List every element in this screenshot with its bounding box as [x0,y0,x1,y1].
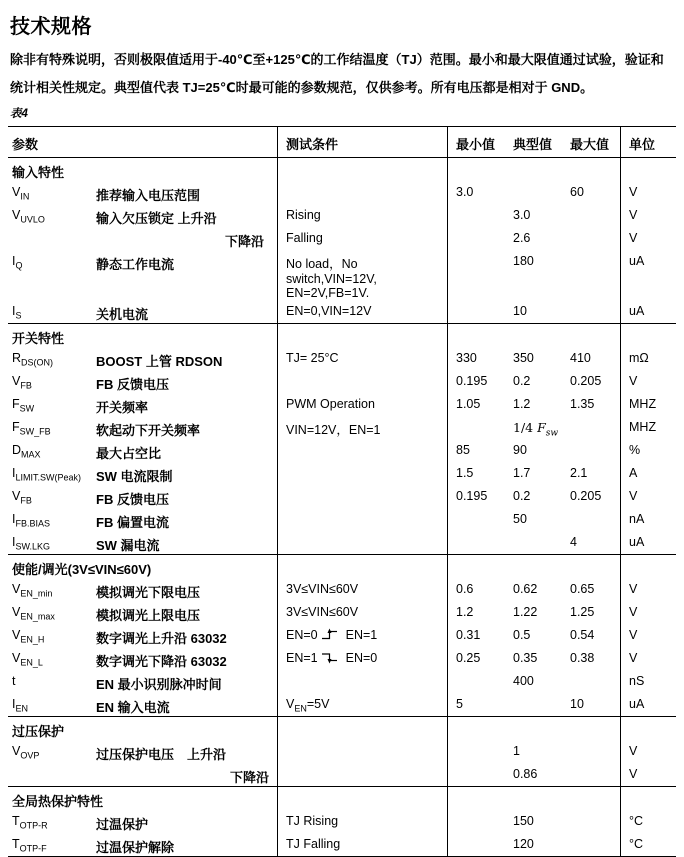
intro-text: 除非有特殊说明，否则极限值适用于-40℃至+125℃的工作结温度（TJ）范围。最小和最大限值通过试验，验证和统计相关性规定。典型值代表 TJ=25℃时最可能的参数规范，仅供参考。所有电压都是相对于 GND。 [10,52,664,95]
param-symbol: $V_{EN\_L}$ [12,651,43,668]
spec-row [8,624,676,647]
cond-cell [277,439,447,462]
min-cell [447,324,505,347]
spec-row [8,578,676,601]
cond-cell: TJ Rising [277,810,447,833]
unit-cell: nA [620,508,676,531]
spec-row [8,833,676,856]
param-symbol: $I_{FB.BIAS}$ [12,512,50,529]
max-cell [562,787,620,810]
param-desc: EN 最小识别脉冲时间 [96,677,222,692]
min-cell: 0.31 [447,624,505,647]
param-desc: 下降沿 [225,234,265,249]
spec-row [8,763,676,786]
min-cell [447,555,505,578]
spec-row [8,601,676,624]
cond-cell [277,181,447,204]
typ-cell: 0.35 [513,651,538,665]
unit-cell: uA [620,250,676,300]
unit-cell [620,717,676,740]
spec-row [8,204,676,227]
param-desc: 模拟调光上限电压 [96,608,201,623]
header-cond: 测试条件 [277,127,447,157]
param-symbol [8,227,96,250]
max-cell [562,227,620,250]
cond-cell [277,555,447,578]
max-cell [562,300,620,323]
param-symbol: $V_{EN\_min}$ [12,582,53,599]
param-desc: 关机电流 [96,307,149,322]
header-unit: 单位 [620,127,676,157]
cond-cell: VIN=12V，EN=1 [277,416,447,439]
param-desc: SW 漏电流 [96,538,160,553]
param-desc: 推荐输入电压范围 [96,188,201,203]
max-cell [562,158,620,181]
param-desc: 过温保护 [96,817,149,832]
typ-cell: 120 [513,837,534,851]
param-symbol: $V_{UVLO}$ [12,208,45,225]
section-row [8,554,676,578]
param-symbol: $R_{DS(ON)}$ [12,351,54,368]
param-desc: EN 输入电流 [96,700,170,715]
param-symbol [8,763,96,786]
typ-cell [505,158,562,181]
param-symbol: $I_{EN}$ [12,697,28,714]
param-symbol: $I_Q$ [12,254,23,271]
cond-cell [277,717,447,740]
param-desc: 输入欠压锁定 上升沿 [96,211,217,226]
spec-row [8,250,676,300]
min-cell [447,833,505,856]
cond-cell [277,370,447,393]
cond-cell [277,740,447,763]
typ-cell: 2.6 [513,231,531,245]
max-cell [562,250,620,300]
unit-cell: V [620,647,676,670]
typ-cell: 1 [513,744,520,758]
param-desc: FB 反馈电压 [96,377,169,392]
cond-cell [277,158,447,181]
spec-row [8,508,676,531]
param-symbol: $V_{OVP}$ [12,744,40,761]
param-symbol: $F_{SW\_FB}$ [12,420,51,437]
section-row [8,157,676,181]
typ-cell: 0.2 [513,489,531,503]
section-row [8,786,676,810]
section-label: 使能/调光(3V≤VIN≤60V) [12,562,152,577]
param-desc: 最大占空比 [96,446,162,461]
min-cell [447,227,505,250]
spec-row [8,485,676,508]
header-param: 参数 [12,137,39,152]
min-cell [447,508,505,531]
param-desc: 软起动下开关频率 [96,423,201,438]
typ-cell [505,693,562,716]
header-typ: 典型值 [513,137,553,152]
typ-cell: 350 [513,351,534,365]
param-symbol: $I_S$ [12,304,22,321]
section-label: 开关特性 [12,331,65,346]
typ-cell: 150 [513,814,534,828]
table-label: 表4 [10,108,28,120]
cond-cell [277,763,447,786]
unit-cell: V [620,227,676,250]
spec-row [8,227,676,250]
min-cell [447,670,505,693]
typ-cell: 90 [513,443,527,457]
min-cell [447,531,505,554]
unit-cell: nS [620,670,676,693]
spec-row [8,416,676,439]
typ-cell: 0.62 [513,582,538,596]
max-cell [562,763,620,786]
unit-cell: uA [620,693,676,716]
typ-cell: 1/4 $F_{sw}$ [513,420,559,439]
section-row [8,323,676,347]
cond-cell: TJ Falling [277,833,447,856]
page-title: 技术规格 [10,16,92,38]
max-cell: 0.38 [570,651,595,665]
min-cell: 0.195 [447,370,505,393]
unit-cell: V [620,181,676,204]
min-cell [447,416,505,439]
param-symbol: $T_{OTP-R}$ [12,814,48,831]
header-max: 最大值 [570,137,610,152]
typ-cell: 400 [513,674,534,688]
param-symbol: $F_{SW}$ [12,397,35,414]
min-cell: 5 [447,693,505,716]
typ-cell [505,717,562,740]
typ-cell [505,787,562,810]
cond-cell: $V_{EN}=5V$ [277,693,447,716]
spec-row [8,810,676,833]
typ-cell [505,324,562,347]
param-symbol: $V_{FB}$ [12,489,32,506]
unit-cell: mΩ [620,347,676,370]
unit-cell: V [620,204,676,227]
unit-cell [620,158,676,181]
min-cell: 330 [447,347,505,370]
spec-row [8,462,676,485]
param-desc: 过温保护解除 [96,840,175,855]
cond-cell [277,670,447,693]
spec-row [8,393,676,416]
min-cell: 1.05 [447,393,505,416]
max-cell: 0.205 [570,489,602,503]
param-symbol: $V_{FB}$ [12,374,32,391]
cond-cell: No load，No switch,VIN=12V, EN=2V,FB=1V. [277,250,447,300]
param-symbol: $T_{OTP-F}$ [12,837,47,854]
cond-cell [277,462,447,485]
spec-row [8,647,676,670]
min-cell [447,250,505,300]
param-desc: FB 偏置电流 [96,515,169,530]
param-desc: 数字调光下降沿 63032 [96,654,227,669]
max-cell [562,810,620,833]
spec-row [8,670,676,693]
max-cell: 0.205 [570,374,602,388]
min-cell: 1.5 [447,462,505,485]
max-cell: 10 [570,697,584,711]
min-cell: 0.6 [447,578,505,601]
param-symbol: $V_{IN}$ [12,185,30,202]
max-cell [562,670,620,693]
param-symbol: $I_{SW.LKG}$ [12,535,50,552]
cond-cell [277,508,447,531]
unit-cell: V [620,624,676,647]
typ-cell: 0.86 [513,767,538,781]
section-label: 输入特性 [12,165,65,180]
min-cell [447,204,505,227]
cond-cell: EN=0,VIN=12V [277,300,447,323]
cond-cell: Falling [277,227,447,250]
unit-cell: °C [620,833,676,856]
unit-cell: °C [620,810,676,833]
param-symbol: t [12,674,16,688]
spec-row [8,300,676,323]
spec-row [8,181,676,204]
min-cell: 1.2 [447,601,505,624]
cond-cell: PWM Operation [277,393,447,416]
spec-row [8,439,676,462]
max-cell: 410 [570,351,591,365]
typ-cell: 3.0 [513,208,531,222]
max-cell: 60 [570,185,584,199]
max-cell: 0.65 [570,582,595,596]
unit-cell: V [620,601,676,624]
unit-cell: uA [620,531,676,554]
spec-row [8,740,676,763]
cond-cell [277,485,447,508]
header-min: 最小值 [447,127,505,157]
unit-cell: V [620,485,676,508]
param-symbol: $V_{EN\_H}$ [12,628,45,645]
unit-cell [620,324,676,347]
max-cell [562,416,620,439]
param-desc: 模拟调光下限电压 [96,585,201,600]
max-cell: 2.1 [570,466,588,480]
min-cell [447,787,505,810]
spec-row [8,531,676,554]
typ-cell [505,555,562,578]
min-cell: 3.0 [447,181,505,204]
unit-cell: % [620,439,676,462]
cond-cell: EN=1 EN=0 [277,647,447,670]
spec-row [8,347,676,370]
typ-cell: 1.2 [513,397,531,411]
cond-cell [277,324,447,347]
spec-table [8,126,676,857]
typ-cell [505,181,562,204]
max-cell: 0.54 [570,628,595,642]
unit-cell [620,555,676,578]
spec-row [8,693,676,716]
rising-edge-icon [318,628,346,642]
typ-cell: 180 [513,254,534,268]
min-cell [447,810,505,833]
max-cell [562,324,620,347]
param-desc: 下降沿 [230,770,270,785]
typ-cell: 50 [513,512,527,526]
cond-cell: 3V≤VIN≤60V [277,601,447,624]
section-row [8,716,676,740]
max-cell [562,204,620,227]
unit-cell: MHZ [620,416,676,439]
min-cell: 0.195 [447,485,505,508]
min-cell [447,300,505,323]
max-cell [562,439,620,462]
cond-cell: Rising [277,204,447,227]
param-desc: SW 电流限制 [96,469,173,484]
typ-cell: 0.2 [513,374,531,388]
min-cell [447,763,505,786]
unit-cell: V [620,763,676,786]
param-desc: 静态工作电流 [96,257,175,272]
unit-cell: V [620,370,676,393]
falling-edge-icon [318,651,346,665]
unit-cell: uA [620,300,676,323]
param-desc: 开关频率 [96,400,149,415]
cond-cell: 3V≤VIN≤60V [277,578,447,601]
param-desc: FB 反馈电压 [96,492,169,507]
min-cell: 0.25 [447,647,505,670]
min-cell [447,158,505,181]
typ-cell [505,531,562,554]
unit-cell: A [620,462,676,485]
cond-cell: TJ= 25°C [277,347,447,370]
param-desc: 过压保护电压 上升沿 [96,747,227,762]
typ-cell: 0.5 [513,628,531,642]
min-cell [447,717,505,740]
param-symbol: $D_{MAX}$ [12,443,41,460]
max-cell [562,833,620,856]
max-cell: 1.35 [570,397,595,411]
unit-cell: V [620,578,676,601]
typ-cell: 1.22 [513,605,538,619]
unit-cell: MHZ [620,393,676,416]
typ-cell: 1.7 [513,466,531,480]
param-desc: 数字调光上升沿 63032 [96,631,227,646]
table-body [8,157,676,856]
param-symbol: $V_{EN\_max}$ [12,605,55,622]
cond-cell [277,787,447,810]
unit-cell [620,787,676,810]
spec-row [8,370,676,393]
max-cell [562,508,620,531]
cond-cell [277,531,447,554]
section-label: 过压保护 [12,724,65,739]
max-cell [562,740,620,763]
table-header [8,127,676,157]
section-label: 全局热保护特性 [12,794,104,809]
max-cell [562,717,620,740]
max-cell: 4 [570,535,577,549]
min-cell [447,740,505,763]
unit-cell: V [620,740,676,763]
param-desc: BOOST 上管 RDSON [96,354,223,369]
min-cell: 85 [447,439,505,462]
max-cell [562,555,620,578]
typ-cell: 10 [513,304,527,318]
max-cell: 1.25 [570,605,595,619]
cond-cell: EN=0 EN=1 [277,624,447,647]
param-symbol: $I_{LIMIT.SW(Peak)}$ [12,466,81,483]
